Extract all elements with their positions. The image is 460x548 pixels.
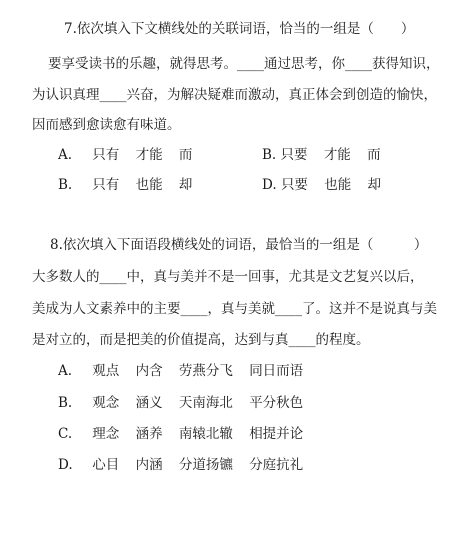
q7-option-a-label: A. [58,147,73,163]
q8-option-a [58,362,315,380]
q8-option-a-label: A. [58,363,73,379]
q8-option-d-word-4: 分庭抗礼 [249,457,304,473]
q8-option-d-label: D. [58,457,73,473]
q7-option-a-word-3: 而 [178,147,193,163]
q7-passage-line-2: 为认识真理____兴奋，为解决疑难而激动，真正体会到创造的愉快， [32,87,437,103]
q7-option-c-word-3: 却 [178,177,193,193]
q8-option-a-word-2: 内含 [135,363,163,379]
q8-option-b-word-4: 平分秋色 [249,395,304,411]
q8-option-c-word-2: 涵养 [135,426,163,442]
q8-option-b-word-3: 天南海北 [178,395,233,411]
q8-option-c [58,425,315,443]
q8-option-b-label: B. [58,395,73,411]
q8-option-c-word-3: 南辕北辙 [178,426,233,442]
q8-option-d [58,456,315,474]
q8-option-a-word-1: 观点 [92,363,120,379]
q7-option-b-word-3: 而 [367,147,381,163]
q8-stem: 8.依次填入下面语段横线处的词语，最恰当的一组是（ ） [50,237,428,253]
q7-option-a-word-2: 才能 [135,147,163,163]
q7-option-d-word-2: 也能 [324,177,352,193]
q8-passage-line-1: 大多数人的____中，真与美并不是一回事，尤其是文艺复兴以后， [32,269,424,285]
q7-option-a-word-1: 只有 [92,147,120,163]
q8-option-a-word-3: 劳燕分飞 [178,363,233,379]
q7-option-b-label: B. [262,147,277,163]
q8-passage-line-3: 是对立的，而是把美的价值提高，达到与真____的程度。 [32,332,370,348]
q7-option-c-word-2: 也能 [135,177,163,193]
q8-option-b-word-1: 观念 [92,395,120,411]
q8-passage-line-2: 美成为人文素养中的主要____，真与美就____了。这并不是说真与美 [32,301,437,317]
q7-stem: 7.依次填入下文横线处的关联词语，恰当的一组是（ ） [64,21,415,37]
q7-passage-line-3: 因而感到愈读愈有味道。 [32,117,181,133]
q7-option-d-word-3: 却 [367,177,382,193]
q7-passage-line-1: 要享受读书的乐趣，就得思考。____通过思考，你____获得知识， [48,56,440,72]
q8-option-d-word-1: 心目 [92,457,120,473]
q7-option-b-word-1: 只要 [280,147,308,163]
q8-option-a-word-4: 同日而语 [249,363,304,379]
q8-option-d-word-3: 分道扬镳 [178,457,233,473]
q7-option-b [262,146,393,164]
q7-option-c-label: B. [58,177,73,193]
q7-option-d [262,176,393,194]
q8-option-b [58,394,315,412]
q8-option-c-word-4: 相提并论 [249,426,304,442]
q8-option-c-label: C. [58,426,73,442]
q7-option-c-word-1: 只有 [92,177,120,193]
q7-option-d-word-1: 只要 [280,177,308,193]
q7-option-d-label: D. [262,177,277,193]
q7-option-a [58,146,204,164]
q7-option-b-word-2: 才能 [323,147,351,163]
q8-option-c-word-1: 理念 [92,426,120,442]
q7-option-c [58,176,204,194]
q8-option-d-word-2: 内涵 [135,457,163,473]
q8-option-b-word-2: 涵义 [135,395,163,411]
